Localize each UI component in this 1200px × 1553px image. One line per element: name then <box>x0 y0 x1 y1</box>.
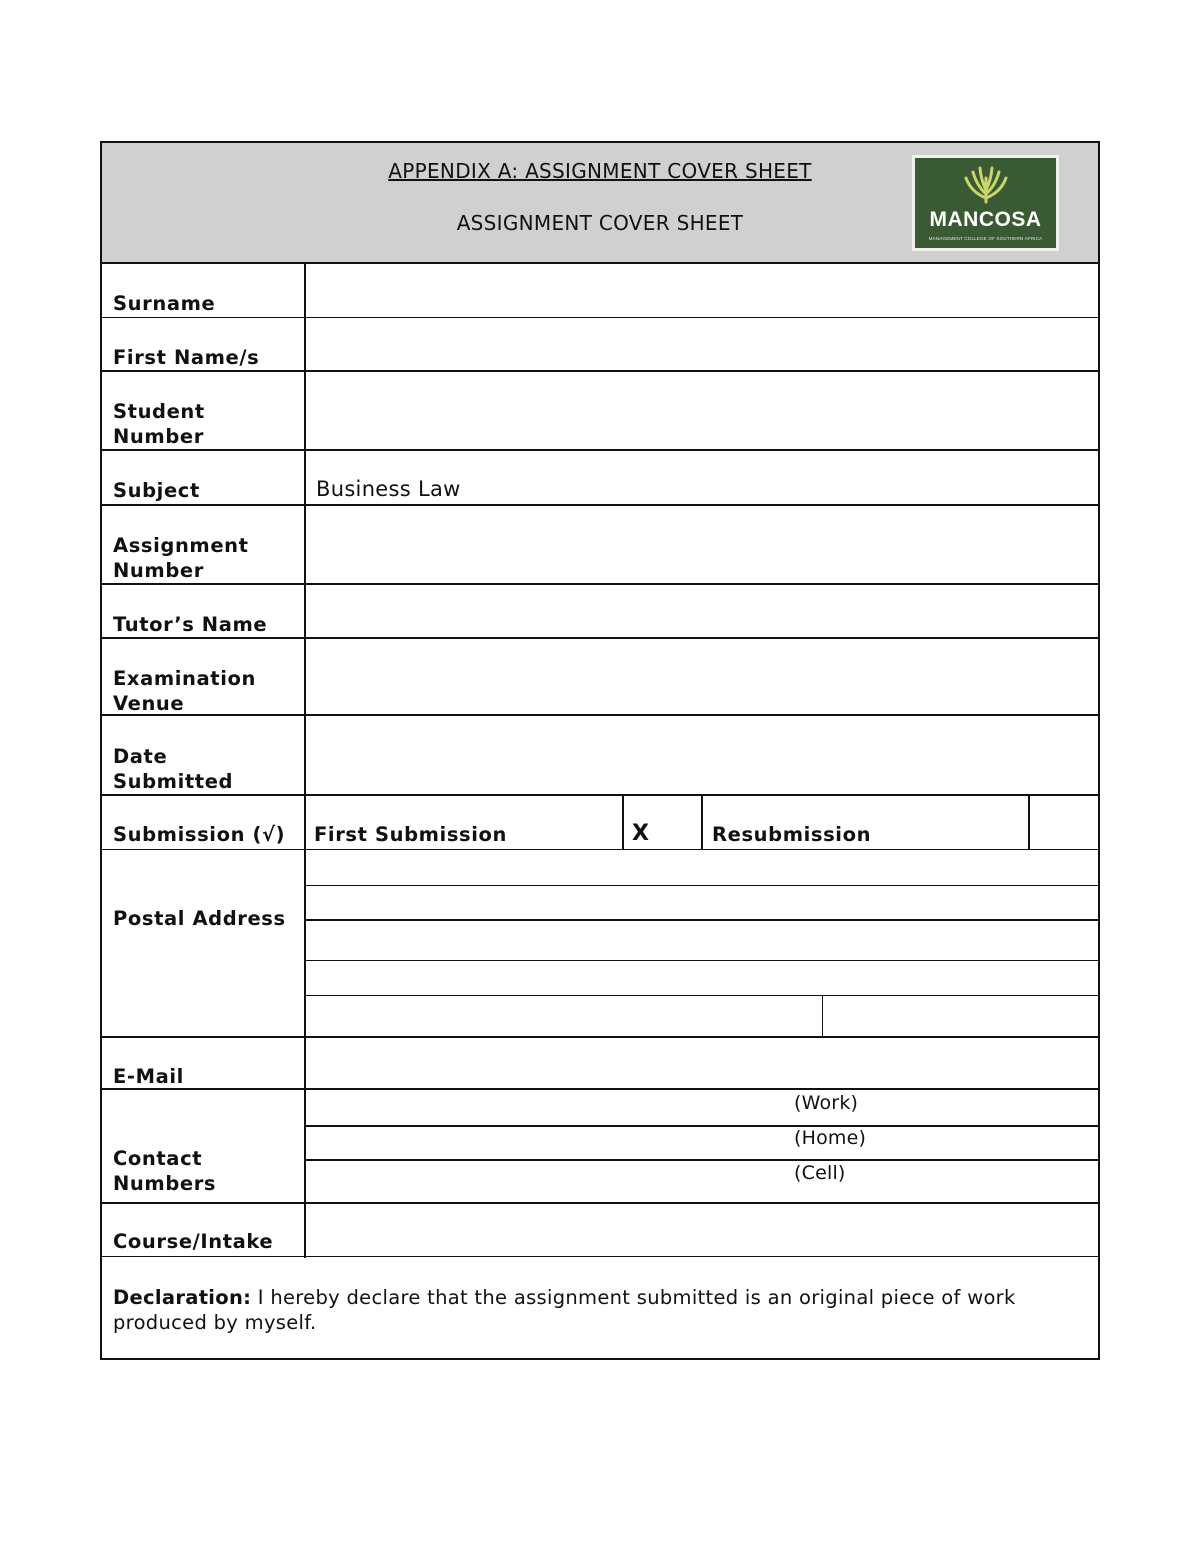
surname-label: Surname <box>113 292 216 315</box>
logo-wordmark: MANCOSA <box>929 208 1042 231</box>
address-line <box>304 960 1098 961</box>
row-divider <box>102 794 1098 796</box>
tutor-name-field[interactable] <box>314 605 1094 635</box>
assignment-number-field[interactable] <box>314 538 1094 578</box>
submission-divider <box>1028 794 1030 849</box>
course-intake-label: Course/Intake <box>113 1230 274 1253</box>
cover-sheet-table <box>100 141 1100 1360</box>
page-title: APPENDIX A: ASSIGNMENT COVER SHEET <box>388 159 812 183</box>
first-names-field[interactable] <box>314 338 1094 368</box>
course-intake-field[interactable] <box>314 1209 1094 1251</box>
home-number-label: (Home) <box>794 1127 867 1149</box>
first-names-label: First Name/s <box>113 346 260 369</box>
row-divider <box>102 583 1098 585</box>
row-divider <box>102 637 1098 639</box>
header-band <box>102 143 1098 264</box>
declaration-heading: Declaration: <box>113 1286 252 1309</box>
cell-number-field[interactable] <box>314 1163 784 1197</box>
submission-divider <box>622 794 624 849</box>
postal-address-line-3[interactable] <box>314 925 1094 957</box>
address-line <box>304 885 1098 886</box>
contact-numbers-label: Contact Numbers <box>113 1147 217 1195</box>
tree-icon <box>963 164 1009 204</box>
logo-tagline: MANAGEMENT COLLEGE OF SOUTHERN AFRICA <box>928 236 1043 241</box>
first-submission-label: First Submission <box>314 823 508 846</box>
submission-divider <box>701 794 703 849</box>
surname-field[interactable] <box>314 283 1094 313</box>
postal-address-label: Postal Address <box>113 907 286 930</box>
contact-line <box>304 1125 1098 1127</box>
date-submitted-label: Date Submitted <box>113 745 234 793</box>
resubmission-label: Resubmission <box>712 823 872 846</box>
mancosa-logo <box>912 155 1059 251</box>
cell-number-label: (Cell) <box>794 1162 846 1184</box>
row-divider <box>102 317 1098 318</box>
student-number-field[interactable] <box>314 403 1094 443</box>
address-postcode-divider <box>822 995 823 1036</box>
row-divider <box>102 1036 1098 1038</box>
row-divider <box>102 504 1098 506</box>
home-number-field[interactable] <box>314 1129 784 1157</box>
submission-label: Submission (√) <box>113 823 286 846</box>
assignment-number-label: Assignment Number <box>113 534 249 582</box>
date-submitted-field[interactable] <box>314 748 1094 788</box>
contact-line <box>304 1159 1098 1161</box>
declaration <box>113 1285 1083 1335</box>
student-number-label: Student Number <box>113 400 205 448</box>
row-divider <box>102 449 1098 451</box>
postal-address-line-5[interactable] <box>314 999 814 1033</box>
subject-label: Subject <box>113 479 200 502</box>
postal-address-line-2[interactable] <box>314 889 1094 917</box>
postal-code-field[interactable] <box>830 999 1092 1033</box>
email-field[interactable] <box>314 1043 1094 1083</box>
work-number-field[interactable] <box>314 1093 784 1121</box>
row-divider <box>102 370 1098 372</box>
address-line <box>304 919 1098 921</box>
row-divider <box>102 849 1098 850</box>
row-divider <box>102 1202 1098 1204</box>
subject-value[interactable]: Business Law <box>316 477 461 501</box>
declaration-text: I hereby declare that the assignment submitted is an original piece of work produced by myself. <box>113 1286 1016 1334</box>
email-label: E-Mail <box>113 1065 184 1088</box>
examination-venue-label: Examination Venue <box>113 667 256 715</box>
postal-address-line-4[interactable] <box>314 963 1094 991</box>
resubmission-checkbox[interactable] <box>1038 805 1090 841</box>
examination-venue-field[interactable] <box>314 668 1094 708</box>
row-divider <box>102 1256 1098 1257</box>
address-line <box>304 995 1098 996</box>
tutor-name-label: Tutor’s Name <box>113 613 268 636</box>
postal-address-line-1[interactable] <box>314 853 1094 881</box>
row-divider <box>102 1088 1098 1090</box>
first-submission-checkbox[interactable]: X <box>632 821 650 846</box>
page-subtitle: ASSIGNMENT COVER SHEET <box>456 211 744 235</box>
label-column-divider <box>304 262 306 1258</box>
work-number-label: (Work) <box>794 1092 859 1114</box>
